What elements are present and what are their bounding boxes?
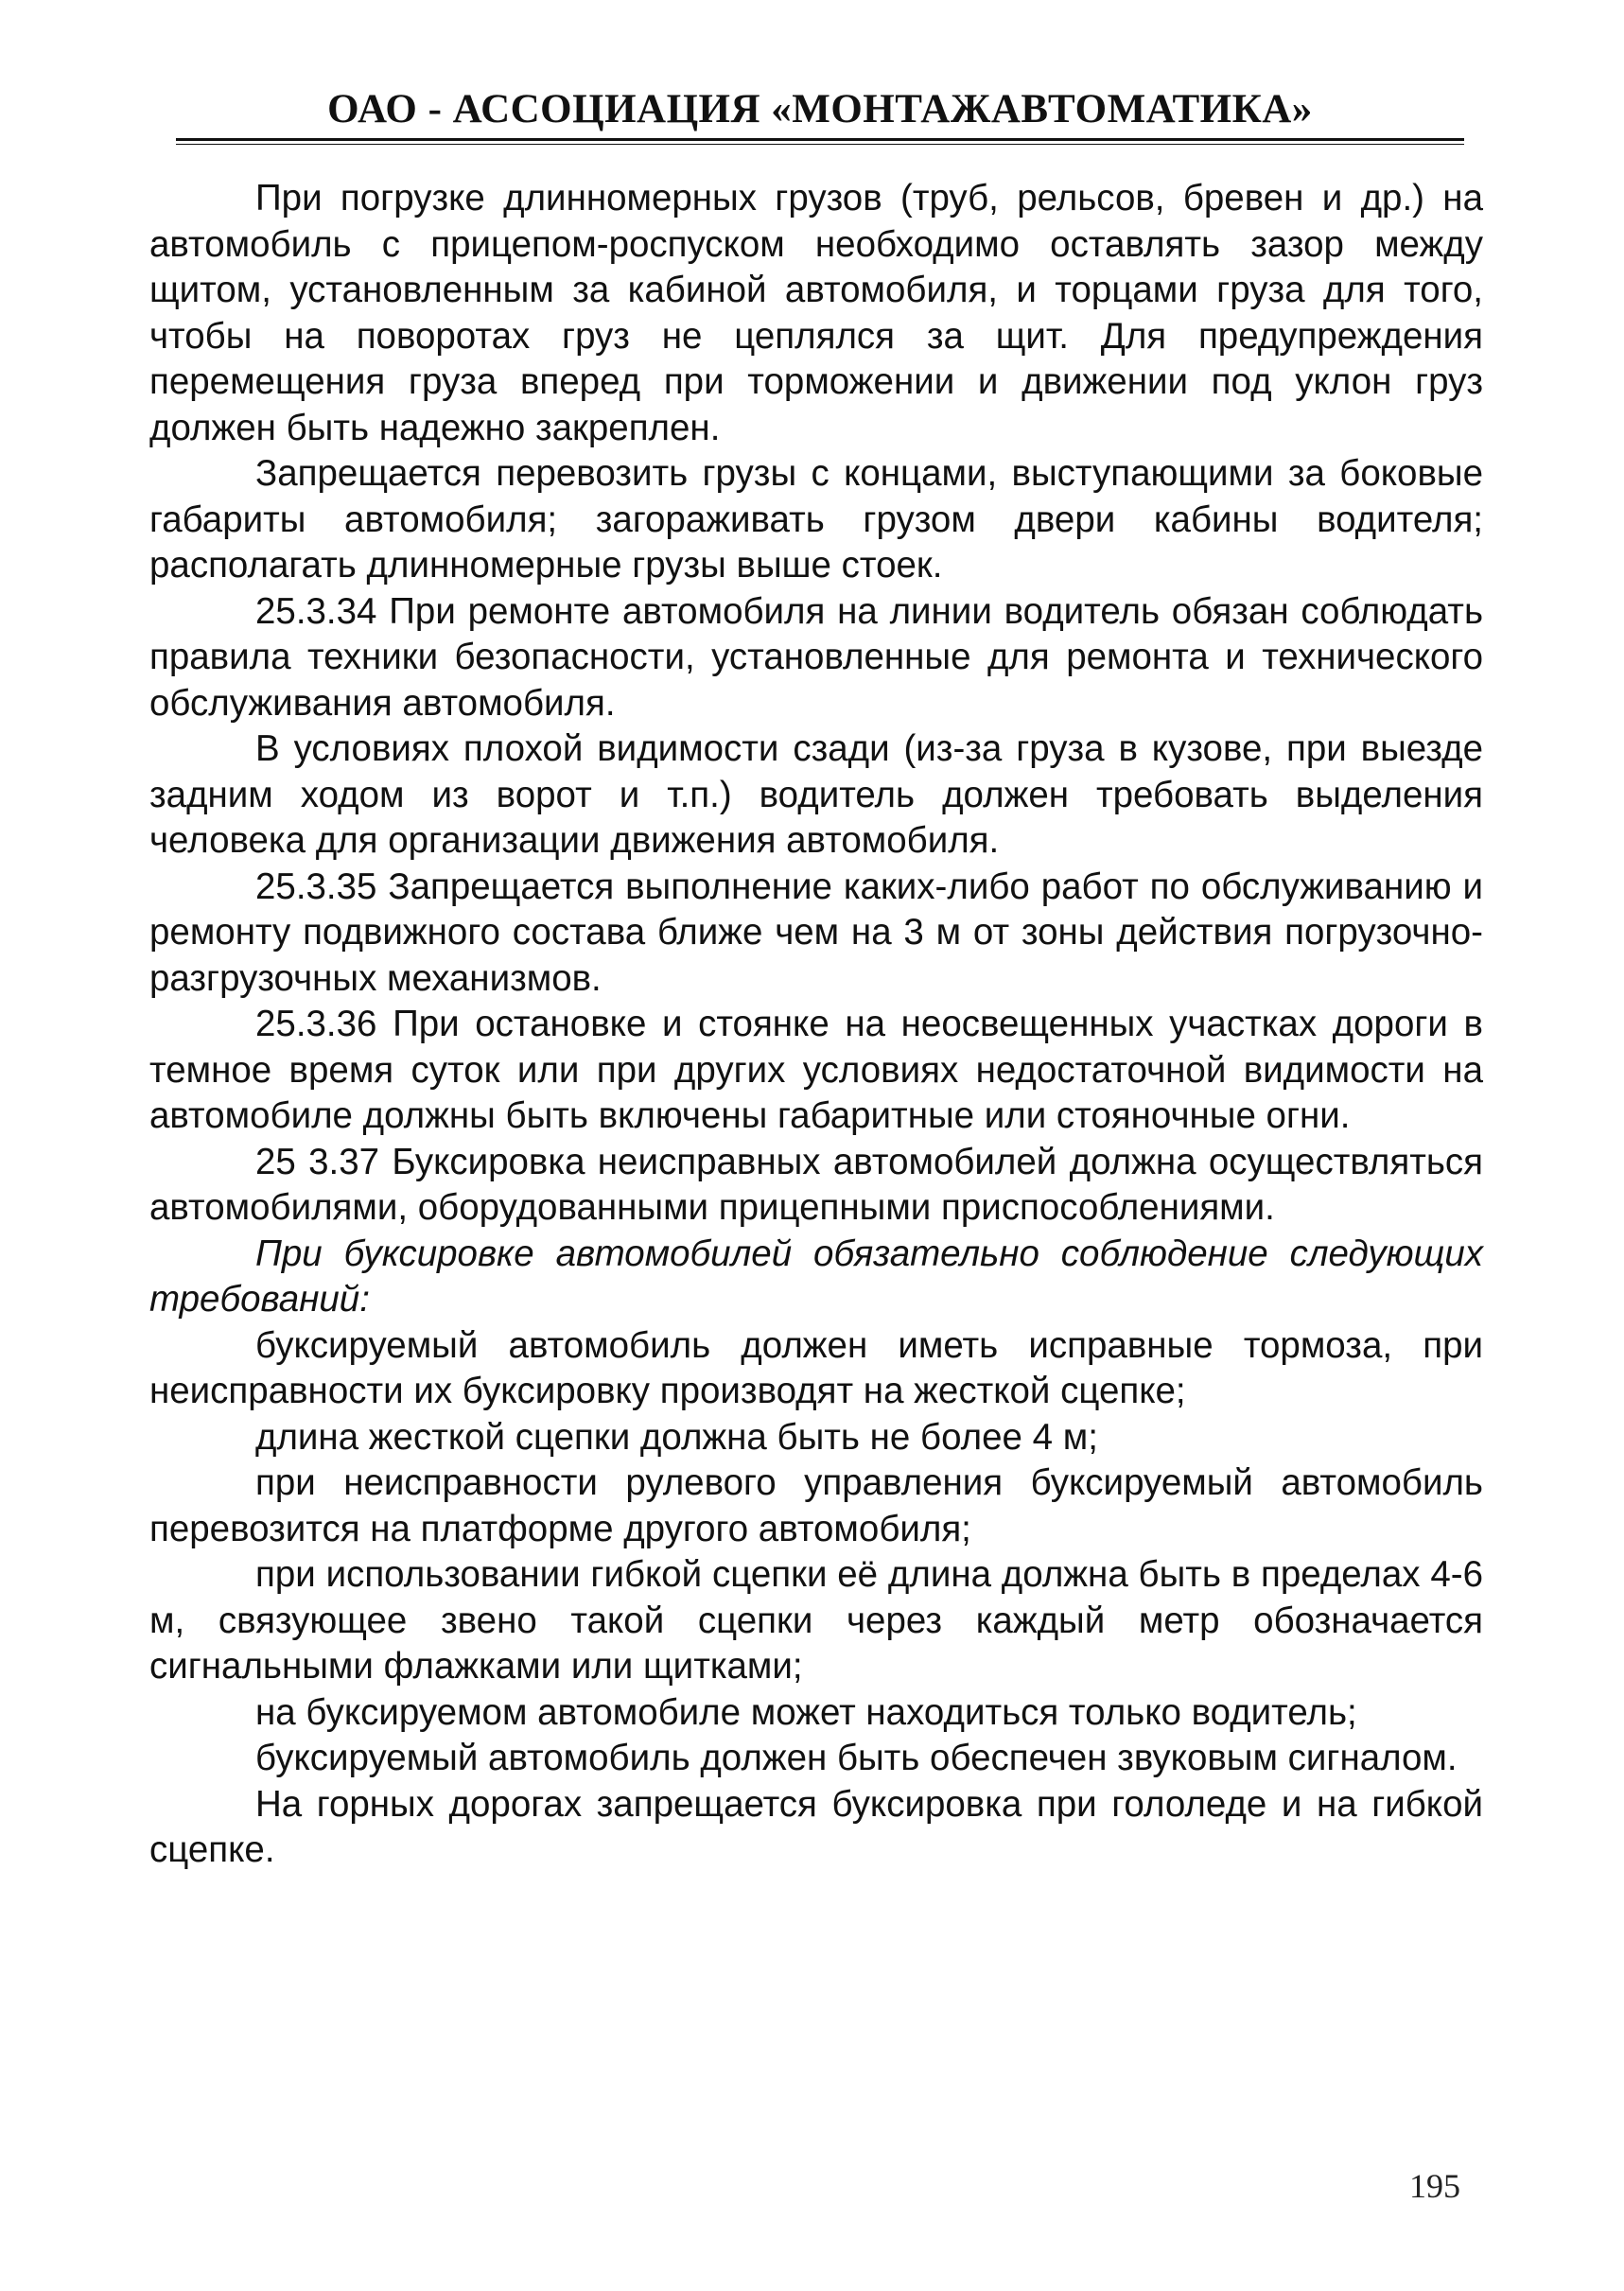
paragraph-25-3-34: 25.3.34 При ремонте автомобиля на линии водитель обязан соблюдать правила техники безопасности, установленные для ремонта и технического обслуживания автомобиля. xyxy=(149,590,1483,724)
paragraph-towing-requirements: При буксировке автомобилей обязательно соблюдение следующих требований: xyxy=(149,1233,1483,1320)
paragraph-poor-visibility: В условиях плохой видимости сзади (из-за груза в кузове, при выезде задним ходом из ворот и т.п.) водитель должен требовать выделения человека для организации движения автомобиля. xyxy=(149,728,1483,861)
paragraph-loading-long-cargo: При погрузке длинномерных грузов (труб, рельсов, бревен и др.) на автомобиль с прицепом-роспуском необходимо оставлять зазор между щитом, установленным за кабиной автомобиля, и торцами груза для того, чтобы на поворотах груз не цеплялся за щит. Для предупреждения перемещения груза вперед при торможении и движении под уклон груз должен быть надежно закреплен. xyxy=(149,178,1483,448)
list-item-brakes: буксируемый автомобиль должен иметь исправные тормоза, при неисправности их буксировку производят на жесткой сцепке; xyxy=(149,1324,1483,1411)
paragraph-25-3-35: 25.3.35 Запрещается выполнение каких-либо работ по обслуживанию и ремонту подвижного состава ближе чем на 3 м от зоны действия погрузочно-разгрузочных механизмов. xyxy=(149,866,1483,999)
list-item-flexible-hitch: при использовании гибкой сцепки её длина должна быть в пределах 4-6 м, связующее звено такой сцепки через каждый метр обозначается сигнальными флажками или щитками; xyxy=(149,1554,1483,1687)
list-item-steering: при неисправности рулевого управления буксируемый автомобиль перевозится на платформе другого автомобиля; xyxy=(149,1462,1483,1549)
page-number: 195 xyxy=(1409,2167,1460,2205)
paragraph-25-3-37: 25 3.37 Буксировка неисправных автомобилей должна осуществляться автомобилями, оборудованными прицепными приспособлениями. xyxy=(149,1141,1483,1228)
page-header xyxy=(176,87,1464,132)
header-rule xyxy=(176,138,1464,141)
paragraph-mountain-roads: На горных дорогах запрещается буксировка при гололеде и на гибкой сцепке. xyxy=(149,1783,1483,1870)
paragraph-prohibited-cargo: Запрещается перевозить грузы с концами, выступающими за боковые габариты автомобиля; загораживать грузом двери кабины водителя; располагать длинномерные грузы выше стоек. xyxy=(149,453,1483,586)
paragraph-25-3-36: 25.3.36 При остановке и стоянке на неосвещенных участках дороги в темное время суток или при других условиях недостаточной видимости на автомобиле должны быть включены габаритные или стояночные огни. xyxy=(149,1004,1483,1136)
header-rule-thin xyxy=(176,144,1464,145)
body-text xyxy=(149,176,1483,1874)
list-item-driver-only: на буксируемом автомобиле может находиться только водитель; xyxy=(255,1691,1357,1733)
header-title: ОАО - АССОЦИАЦИЯ «МОНТАЖАВТОМАТИКА» xyxy=(327,87,1313,131)
list-item-sound-signal: буксируемый автомобиль должен быть обеспечен звуковым сигналом. xyxy=(255,1738,1458,1778)
list-item-rigid-length: длина жесткой сцепки должна быть не более 4 м; xyxy=(255,1416,1098,1458)
